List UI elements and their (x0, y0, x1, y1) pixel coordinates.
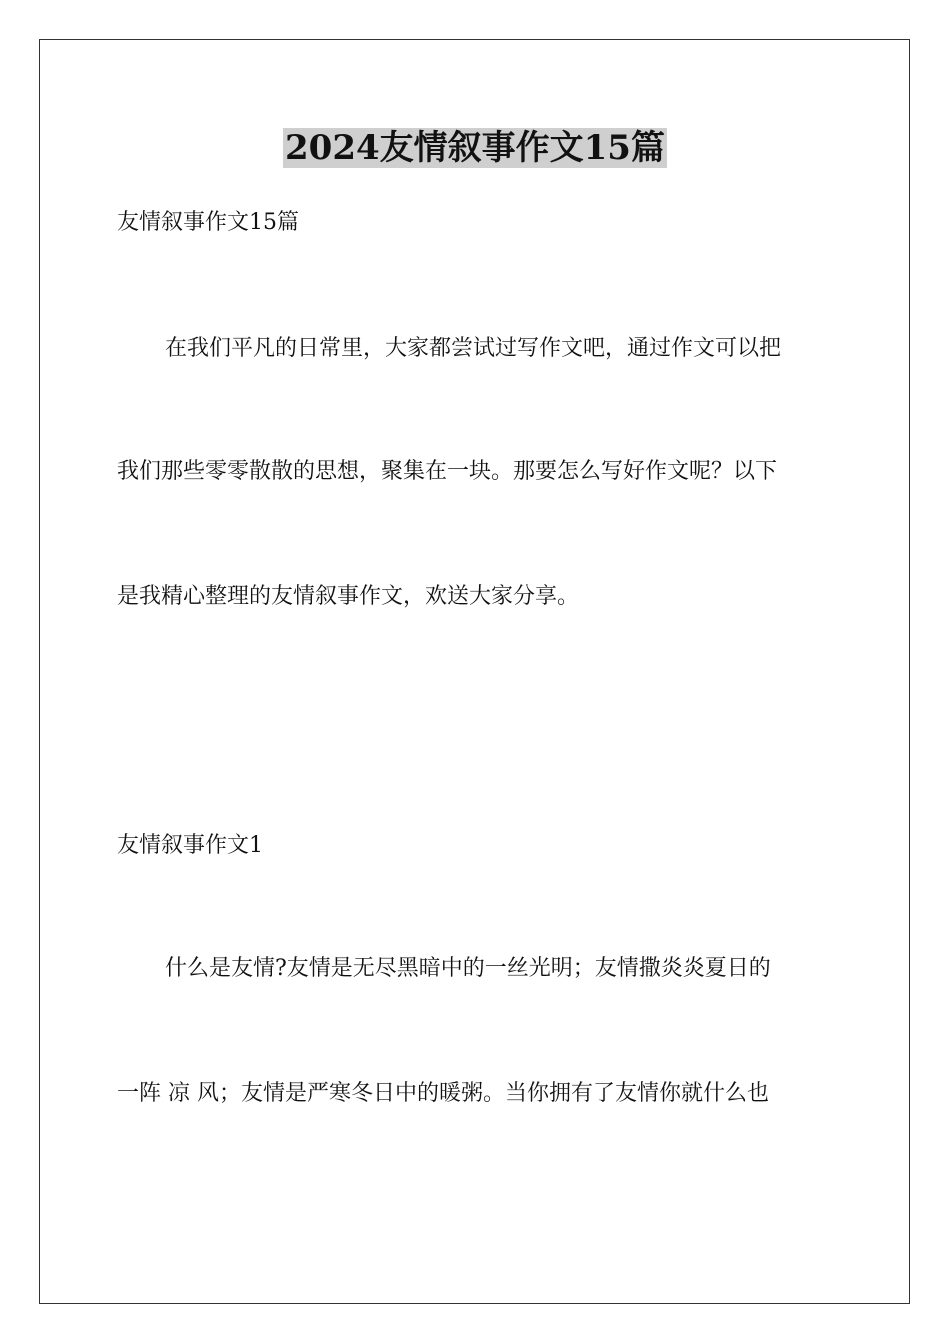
intro-line-3: 是我精心整理的友情叙事作文，欢送大家分享。 (117, 584, 580, 609)
intro-line-2: 我们那些零零散散的思想，聚集在一块。那要怎么写好作文呢？以下 (117, 459, 778, 484)
document-subtitle: 友情叙事作文15篇 (117, 210, 299, 235)
title-container (0, 128, 950, 168)
section-line-2: 一阵 凉 风；友情是严寒冬日中的暖粥。当你拥有了友情你就什么也 (117, 1081, 769, 1106)
section-line-1: 什么是友情?友情是无尽黑暗中的一丝光明；友情撒炎炎夏日的 (165, 956, 771, 981)
section-heading: 友情叙事作文1 (117, 833, 263, 858)
document-title: 2024友情叙事作文15篇 (285, 128, 665, 168)
intro-line-1: 在我们平凡的日常里，大家都尝试过写作文吧，通过作文可以把 (165, 336, 782, 361)
